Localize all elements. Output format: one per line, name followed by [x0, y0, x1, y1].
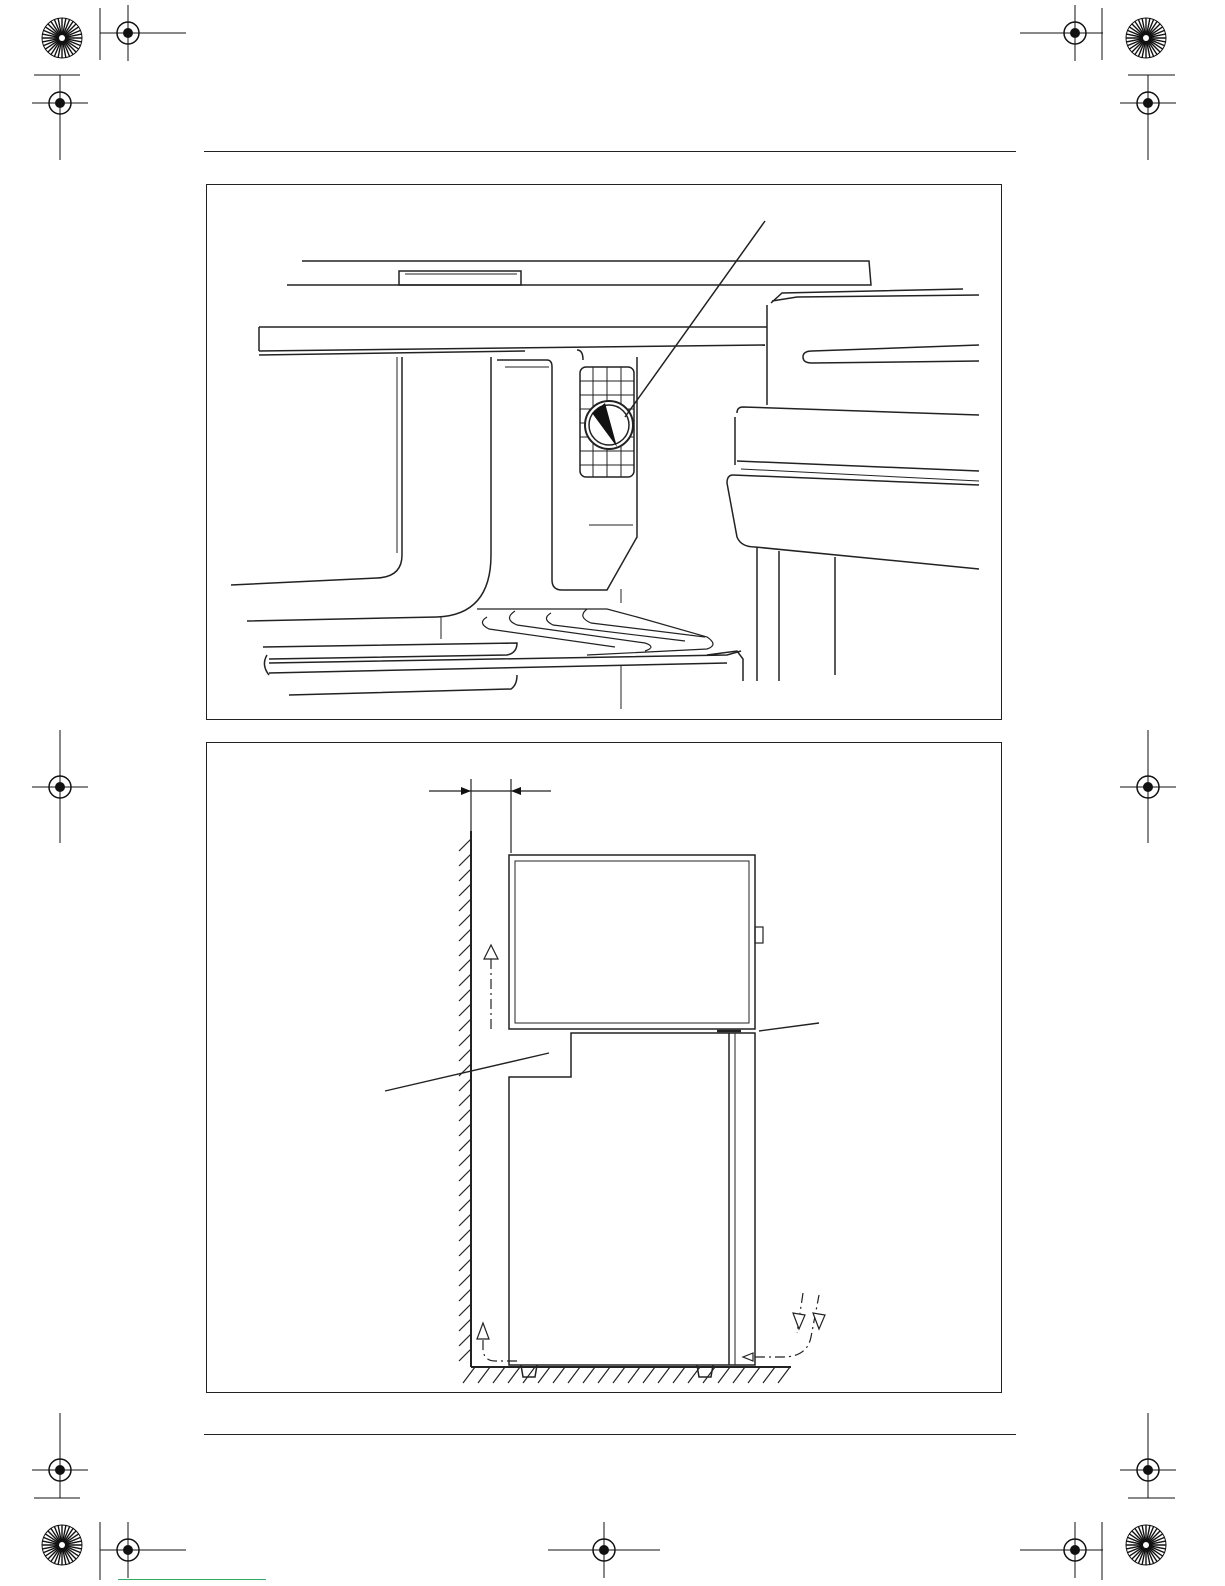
- freezer-compartment: [509, 855, 755, 1029]
- wall-hatch-line: [459, 974, 471, 986]
- wall-hatch-line: [459, 959, 471, 971]
- floor-hatch-line: [598, 1367, 610, 1383]
- floor-hatch-line: [643, 1367, 655, 1383]
- door-leader-line: [759, 1023, 819, 1031]
- door-handle-icon: [755, 927, 763, 943]
- floor-hatch-line: [778, 1367, 790, 1383]
- floor-hatch-line: [613, 1367, 625, 1383]
- wall-hatch-line: [459, 1259, 471, 1271]
- wall-hatch-line: [459, 1109, 471, 1121]
- wall-hatch-line: [459, 1064, 471, 1076]
- floor-hatch-line: [658, 1367, 670, 1383]
- knob-leader-line: [625, 221, 765, 417]
- wall-hatch-line: [459, 1319, 471, 1331]
- header-rule: [204, 151, 1016, 152]
- color-star-icon: [42, 1525, 82, 1565]
- wall-hatch-line: [459, 1274, 471, 1286]
- color-star-icon: [1126, 1525, 1166, 1565]
- wall-hatch-line: [459, 1289, 471, 1301]
- wall-hatch-line: [459, 1214, 471, 1226]
- wall-hatch-line: [459, 1244, 471, 1256]
- wall-hatch-line: [459, 1199, 471, 1211]
- figure-installation-clearance: [206, 742, 1002, 1393]
- floor-hatch-line: [553, 1367, 565, 1383]
- floor-hatch-line: [493, 1367, 505, 1383]
- wall-hatch-line: [459, 1139, 471, 1151]
- wall-hatch-line: [459, 839, 471, 851]
- floor-hatch-line: [508, 1367, 520, 1383]
- wall-hatch-line: [459, 854, 471, 866]
- floor-hatch-line: [463, 1367, 475, 1383]
- wall-hatch-line: [459, 1349, 471, 1361]
- wall-hatch-line: [459, 1004, 471, 1016]
- wall-hatch-line: [459, 929, 471, 941]
- bottom-strip: [0, 1579, 1225, 1585]
- wall-hatch-line: [459, 899, 471, 911]
- floor-hatch-line: [748, 1367, 760, 1383]
- wall-hatch-line: [459, 1049, 471, 1061]
- footer-rule: [204, 1434, 1016, 1435]
- floor-hatch-line: [583, 1367, 595, 1383]
- floor-hatch-line: [568, 1367, 580, 1383]
- floor-hatch-line: [733, 1367, 745, 1383]
- fridge-body-icon: [509, 1033, 755, 1365]
- wall-hatch-line: [459, 1154, 471, 1166]
- wall-hatch-line: [459, 914, 471, 926]
- color-star-icon: [42, 18, 82, 58]
- wall-hatch-line: [459, 1184, 471, 1196]
- floor-hatch-line: [628, 1367, 640, 1383]
- wall-hatch-line: [459, 1124, 471, 1136]
- floor-hatch-line: [703, 1367, 715, 1383]
- color-star-icon: [1126, 18, 1166, 58]
- floor-hatch-line: [718, 1367, 730, 1383]
- wall-hatch-line: [459, 1019, 471, 1031]
- floor-hatch-line: [523, 1367, 535, 1383]
- wall-hatch-line: [459, 1034, 471, 1046]
- wall-hatch-line: [459, 1169, 471, 1181]
- wall-hatch-line: [459, 1304, 471, 1316]
- wall-hatch-line: [459, 884, 471, 896]
- wall-hatch-line: [459, 1229, 471, 1241]
- wall-hatch-line: [459, 944, 471, 956]
- floor-hatch-line: [673, 1367, 685, 1383]
- figure-control-knob: [206, 184, 1002, 720]
- floor-hatch-line: [538, 1367, 550, 1383]
- floor-hatch-line: [478, 1367, 490, 1383]
- wall-hatch-line: [459, 1334, 471, 1346]
- wall-hatch-line: [459, 989, 471, 1001]
- wall-hatch-line: [459, 869, 471, 881]
- wall-hatch-line: [459, 1079, 471, 1091]
- rear-leader-line: [385, 1053, 549, 1091]
- wall-hatch-line: [459, 1094, 471, 1106]
- floor-hatch-line: [763, 1367, 775, 1383]
